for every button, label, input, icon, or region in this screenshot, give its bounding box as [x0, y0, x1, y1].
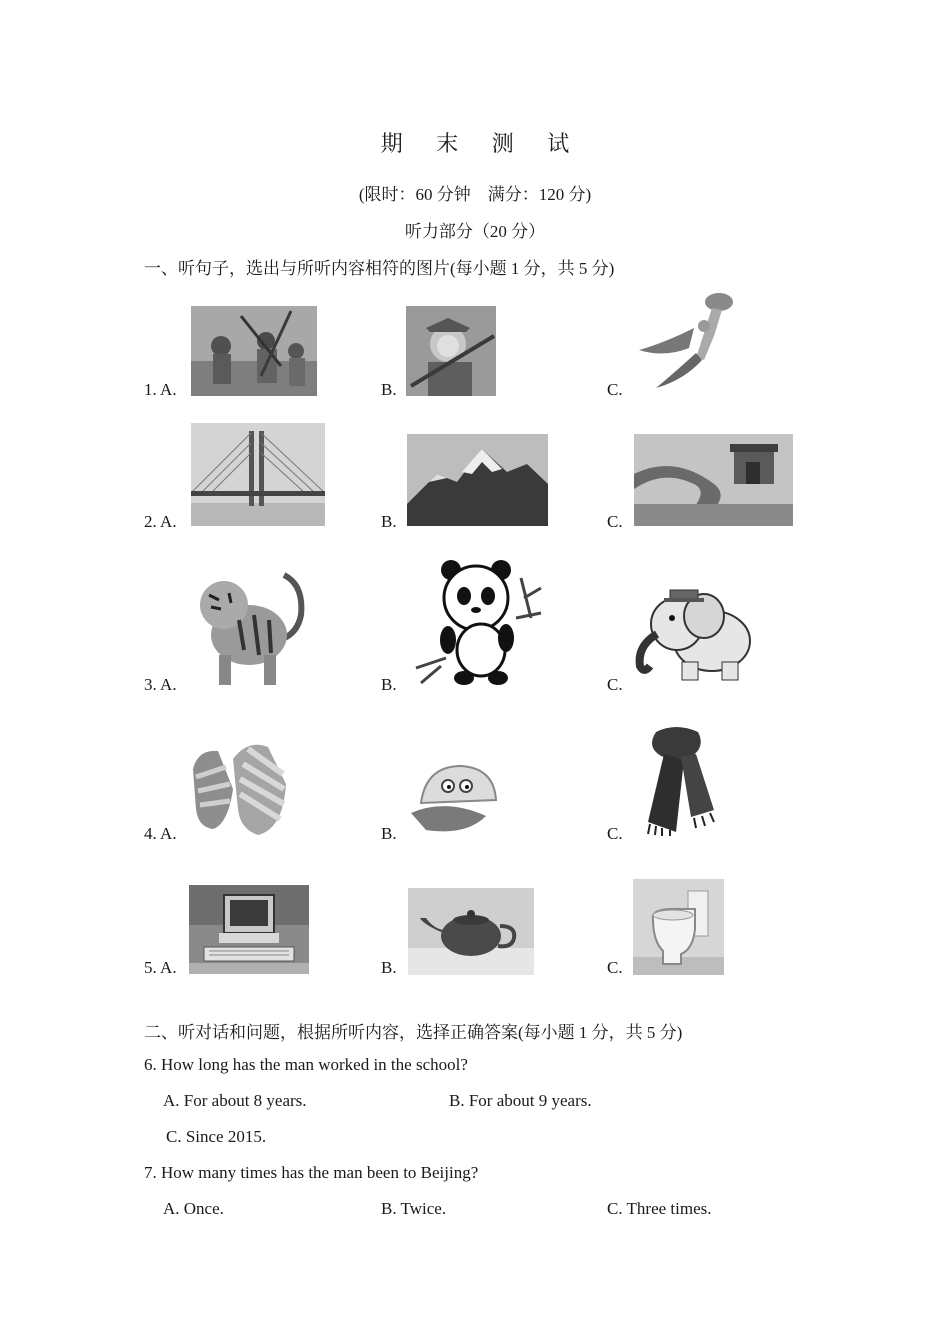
- option-label: 2. A.: [144, 512, 177, 531]
- panda-picture: [406, 558, 546, 690]
- option-label: C.: [607, 512, 623, 531]
- computer-picture: [189, 885, 309, 974]
- part1-heading: 一、听句子，选出与所听内容相符的图片(每小题 1 分，共 5 分): [144, 259, 615, 278]
- monkey-king-picture: [406, 306, 496, 396]
- answer-option: A. Once.: [163, 1199, 224, 1218]
- tiger-picture: [189, 565, 309, 690]
- option-label: B.: [381, 824, 397, 843]
- option-label: C.: [607, 380, 623, 399]
- option-label: C.: [607, 675, 623, 694]
- option-label: C.: [607, 824, 623, 843]
- answer-option: C. Since 2015.: [166, 1127, 267, 1146]
- page-title: 期 末 测 试: [380, 131, 584, 156]
- answer-option: A. For about 8 years.: [163, 1091, 307, 1110]
- toilet-picture: [633, 879, 724, 975]
- cap-picture: [406, 758, 502, 838]
- option-label: 5. A.: [144, 958, 177, 977]
- mittens-picture: [188, 729, 292, 839]
- answer-option: C. Three times.: [607, 1199, 712, 1218]
- teapot-picture: [408, 888, 534, 975]
- part2-heading: 二、听对话和问题，根据所听内容，选择正确答案(每小题 1 分，共 5 分): [144, 1023, 683, 1042]
- answer-option: B. Twice.: [381, 1199, 447, 1218]
- elephant-picture: [632, 586, 754, 686]
- option-label: C.: [607, 958, 623, 977]
- option-label: 4. A.: [144, 824, 177, 843]
- great-wall-picture: [634, 434, 793, 526]
- bridge-picture: [191, 423, 325, 526]
- exam-info: (限时：60 分钟 满分：120 分): [358, 185, 592, 204]
- answer-option: B. For about 9 years.: [449, 1091, 592, 1110]
- question-stem: 6. How long has the man worked in the school?: [144, 1055, 468, 1074]
- option-label: 3. A.: [144, 675, 177, 694]
- mountain-picture: [407, 434, 548, 526]
- section-title: 听力部分（20 分）: [404, 222, 546, 241]
- option-label: B.: [381, 675, 397, 694]
- scarf-picture: [636, 722, 716, 836]
- option-label: B.: [381, 380, 397, 399]
- option-label: B.: [381, 958, 397, 977]
- question-stem: 7. How many times has the man been to Beijing?: [144, 1163, 479, 1182]
- flying-fairy-picture: [634, 288, 742, 398]
- option-label: 1. A.: [144, 380, 177, 399]
- option-label: B.: [381, 512, 397, 531]
- battle-scene-picture: [191, 306, 317, 396]
